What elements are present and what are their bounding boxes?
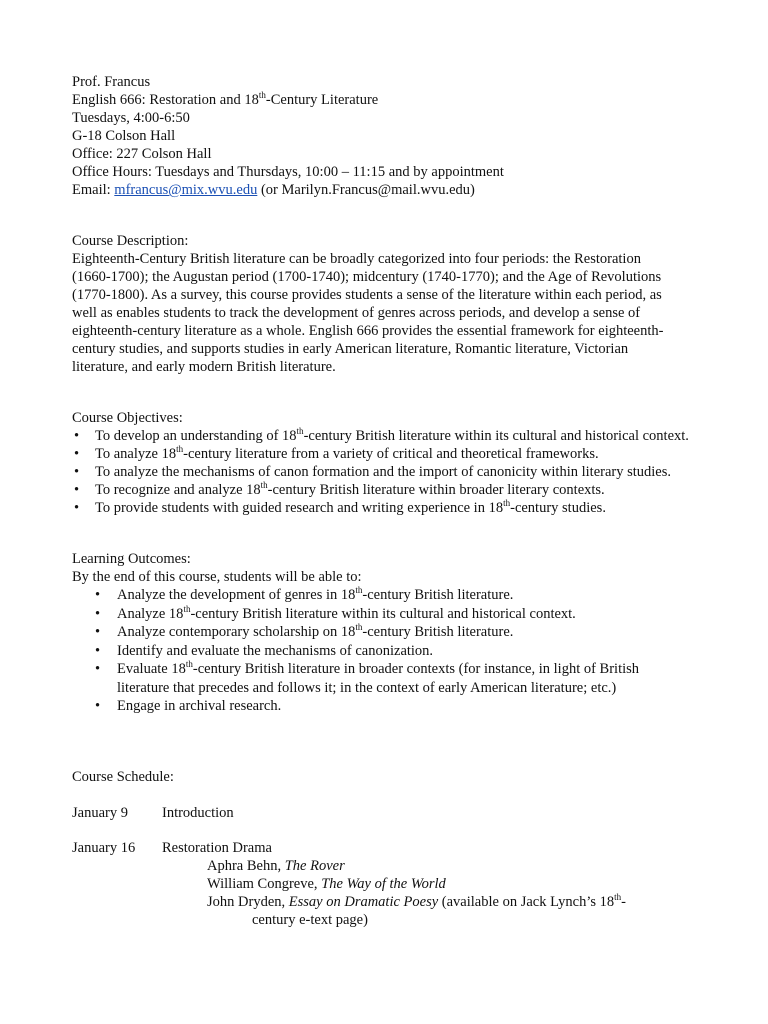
course-title-pre: English 666: Restoration and 18 (72, 92, 259, 108)
course-title-post: -Century Literature (265, 92, 379, 108)
objective-item: • To analyze 18th-century literature from a variety of critical and theoretical frameworks. (72, 445, 732, 463)
learning-outcomes (72, 550, 732, 716)
description-line: well as enables students to track the development of genres across periods, and develop a sense of (72, 305, 641, 321)
email-label: Email: (72, 182, 115, 198)
objectives-list (72, 427, 732, 517)
outcomes-intro: By the end of this course, students will be able to: (72, 569, 362, 585)
meeting-room: G-18 Colson Hall (72, 128, 176, 144)
description-heading: Course Description: (72, 233, 189, 249)
outcomes-heading: Learning Outcomes: (72, 551, 191, 567)
schedule-entry (72, 839, 732, 857)
professor-name: Prof. Francus (72, 74, 151, 90)
course-header (72, 73, 732, 199)
office-location: Office: 227 Colson Hall (72, 146, 212, 162)
course-objectives (72, 409, 732, 517)
course-title (72, 91, 732, 109)
reading-item: John Dryden, Essay on Dramatic Poesy (available on Jack Lynch’s 18th- century e-text page) (207, 891, 626, 928)
description-line: (1770-1800). As a survey, this course provides students a sense of the literature within each period, as (72, 287, 662, 303)
outcome-item: • Analyze contemporary scholarship on 18th-century British literature. (72, 623, 717, 642)
description-line: literature, and early modern British literature. (72, 359, 336, 375)
office-hours: Office Hours: Tuesdays and Thursdays, 10:00 – 11:15 and by appointment (72, 164, 504, 180)
email-link[interactable]: mfrancus@mix.wvu.edu (114, 182, 258, 198)
objective-item: • To recognize and analyze 18th-century British literature within broader literary contexts. (72, 481, 732, 499)
schedule-entry (72, 804, 732, 822)
course-description (72, 232, 732, 376)
syllabus-page (72, 73, 732, 929)
email-line (72, 181, 732, 199)
reading-item: Aphra Behn, The Rover (207, 857, 345, 874)
outcome-item: • Analyze the development of genres in 18th-century British literature. (72, 586, 717, 605)
objective-item: • To develop an understanding of 18th-century British literature within its cultural and historical context. (72, 427, 732, 445)
objective-item: • To provide students with guided research and writing experience in 18th-century studies. (72, 499, 732, 517)
schedule-topic: Introduction (162, 804, 234, 821)
schedule-topic: Restoration Drama (162, 839, 272, 856)
outcomes-list (72, 586, 732, 716)
objective-item: • To analyze the mechanisms of canon formation and the import of canonicity within literary studies. (72, 463, 732, 481)
description-line: Eighteenth-Century British literature can be broadly categorized into four periods: the Restoration (72, 251, 641, 267)
reading-item: William Congreve, The Way of the World (207, 875, 446, 892)
schedule-date: January 16 (72, 839, 136, 856)
meeting-time: Tuesdays, 4:00-6:50 (72, 110, 190, 126)
outcome-item: • Identify and evaluate the mechanisms of canonization. (72, 642, 717, 661)
email-alt: (or Marilyn.Francus@mail.wvu.edu) (257, 182, 475, 198)
description-line: eighteenth-century literature as a whole. English 666 provides the essential framework for eighteenth- (72, 323, 664, 339)
description-line: (1660-1700); the Augustan period (1700-1740); midcentury (1740-1770); and the Age of Revolutions (72, 269, 662, 285)
schedule-date: January 9 (72, 804, 128, 821)
description-line: century studies, and supports studies in early American literature, Romantic literature, Victorian (72, 341, 629, 357)
course-title-sup: th (258, 90, 266, 101)
schedule-heading: Course Schedule: (72, 768, 174, 785)
outcome-item: • Analyze 18th-century British literature within its cultural and historical context. (72, 605, 717, 624)
outcome-item: • Evaluate 18th-century British literature in broader contexts (for instance, in light of British literature that precedes and follows it; in the context of early American literature; etc.) (72, 660, 717, 697)
objectives-heading: Course Objectives: (72, 410, 183, 426)
outcome-item: • Engage in archival research. (72, 697, 717, 716)
course-schedule (72, 768, 732, 929)
